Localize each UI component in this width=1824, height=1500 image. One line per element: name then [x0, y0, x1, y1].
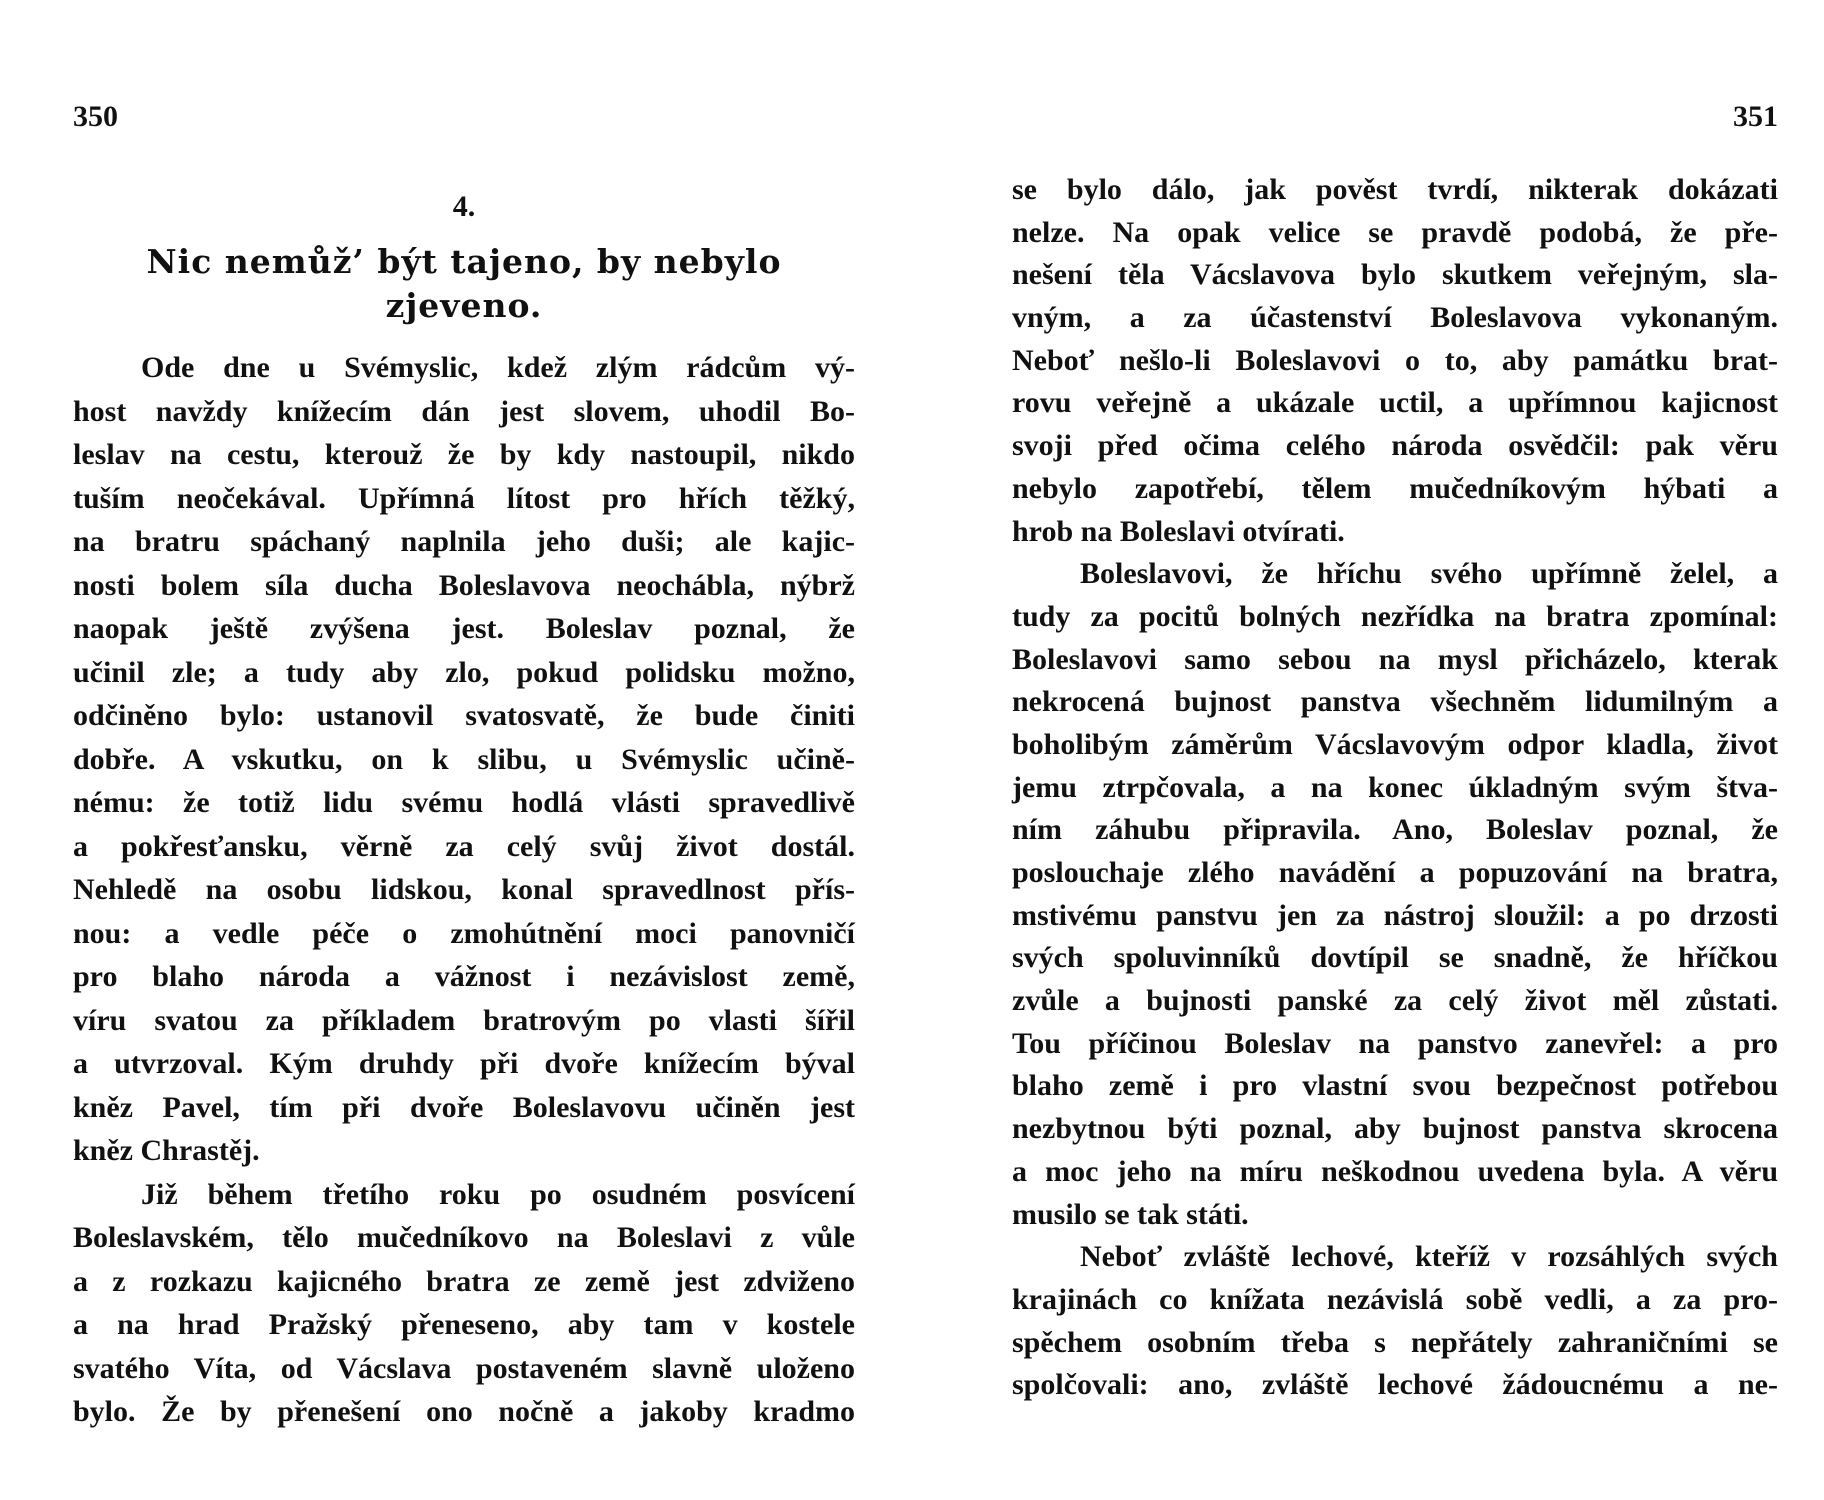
chapter-number: 4.	[452, 190, 476, 223]
text-line: Nehledě na osobu lidskou, konal spravedlnost přís-	[73, 873, 855, 906]
text-line: hrob na Boleslavi otvírati.	[1012, 514, 1345, 548]
text-line: tudy za pocitů bolných nezřídka na bratra zpomínal:	[1012, 599, 1778, 633]
text-line: spěchem osobním třeba s nepřátely zahraničními se	[1012, 1325, 1778, 1359]
text-line: musilo se tak státi.	[1012, 1197, 1249, 1231]
text-line: tuším neočekával. Upřímná lítost pro hřích těžký,	[73, 481, 855, 515]
text-line: spolčovali: ano, zvláště lechové žádoucnému a ne-	[1012, 1368, 1778, 1402]
paragraph	[73, 1173, 855, 1434]
chapter-title-line: Nic nemůž’ být tajeno, by nebylo	[146, 242, 782, 281]
text-line: a na hrad Pražský přeneseno, aby tam v kostele	[73, 1308, 855, 1341]
text-line: a pokřesťansku, věrně za celý svůj život dostál.	[73, 829, 855, 863]
text-line: víru svatou za příkladem bratrovým po vlasti šířil	[73, 1003, 855, 1037]
text-line: bylo. Že by přenešení ono nočně a jakoby kradmo	[73, 1395, 855, 1428]
text-line: svatého Víta, od Vácslava postaveném slavně uloženo	[73, 1351, 855, 1385]
right-page	[1012, 0, 1778, 1500]
text-line: blaho země i pro vlastní svou bezpečnost potřebou	[1012, 1069, 1778, 1103]
text-line: nosti bolem síla ducha Boleslavova neochábla, nýbrž	[73, 568, 855, 602]
text-line: na bratru spáchaný naplnila jeho duši; ale kajic-	[73, 525, 855, 558]
text-line: nezbytnou býti poznal, aby bujnost panstva skrocena	[1012, 1112, 1778, 1146]
text-line: a moc jeho na míru neškodnou uvedena byla. A věru	[1012, 1154, 1778, 1188]
text-line: nému: že totiž lidu svému hodlá vlásti spravedlivě	[73, 786, 855, 819]
body-text	[73, 346, 855, 1434]
paragraph	[1012, 169, 1778, 553]
chapter-title-line: zjeveno.	[385, 286, 543, 325]
text-line: Neboť zvláště lechové, kteříž v rozsáhlých svých	[1080, 1240, 1778, 1274]
text-line: jemu ztrpčovala, a na konec úkladným svým štva-	[1012, 770, 1778, 804]
left-page	[73, 0, 855, 1500]
paragraph	[1012, 553, 1778, 1236]
text-line: nešení těla Vácslavova bylo skutkem veřejným, sla-	[1012, 258, 1778, 292]
paragraph	[1012, 1236, 1778, 1407]
text-line: Boleslavovi samo sebou na mysl přicházelo, kterak	[1012, 642, 1778, 676]
text-line: a z rozkazu kajicného bratra ze země jest zdviženo	[73, 1264, 855, 1298]
text-line: pro blaho národa a vážnost i nezávislost země,	[73, 960, 855, 993]
text-line: nebylo zapotřebí, tělem mučedníkovým hýbati a	[1012, 471, 1778, 505]
page-number: 350	[73, 100, 118, 133]
text-line: leslav na cestu, kterouž že by kdy nastoupil, nikdo	[73, 438, 855, 471]
text-line: učinil zle; a tudy aby zlo, pokud polidsku možno,	[73, 655, 855, 689]
text-line: odčiněno bylo: ustanovil svatosvatě, že bude činiti	[73, 699, 855, 732]
text-line: Ode dne u Svémyslic, kdež zlým rádcům vý-	[141, 351, 855, 384]
body-text	[1012, 169, 1778, 1407]
text-line: Boleslavském, tělo mučedníkovo na Boleslavi z vůle	[73, 1221, 855, 1254]
text-line: host navždy knížecím dán jest slovem, uhodil Bo-	[73, 394, 855, 428]
text-line: naopak ještě zvýšena jest. Boleslav poznal, že	[73, 612, 855, 645]
text-line: zvůle a bujnosti panské za celý život měl zůstati.	[1012, 984, 1778, 1018]
text-line: Tou příčinou Boleslav na panstvo zanevřel: a pro	[1012, 1026, 1778, 1060]
text-line: rovu veřejně a ukázale uctil, a upřímnou kajicnost	[1012, 386, 1778, 420]
text-line: kněz Pavel, tím při dvoře Boleslavovu učiněn jest	[73, 1090, 855, 1124]
text-line: krajinách co knížata nezávislá sobě vedli, a za pro-	[1012, 1282, 1778, 1316]
text-line: Již během třetího roku po osudném posvícení	[141, 1177, 855, 1211]
text-line: ním záhubu připravila. Ano, Boleslav poznal, že	[1012, 813, 1778, 847]
text-line: a utvrzoval. Kým druhdy při dvoře knížecím býval	[73, 1047, 855, 1080]
text-line: svých spoluvinníků dovtípil se snadně, že hříčkou	[1012, 941, 1778, 975]
text-line: nou: a vedle péče o zmohútnění moci panovničí	[73, 916, 855, 950]
text-line: mstivému panstvu jen za nástroj sloužil: a po drzosti	[1012, 898, 1778, 932]
text-line: poslouchaje zlého navádění a popuzování na bratra,	[1012, 856, 1778, 889]
text-line: kněz Chrastěj.	[73, 1134, 260, 1167]
text-line: nekrocená bujnost panstva všechněm lidumilným a	[1012, 685, 1778, 719]
text-line: se bylo dálo, jak pověst tvrdí, nikterak dokázati	[1012, 173, 1778, 206]
text-line: dobře. A vskutku, on k slibu, u Svémyslic učině-	[73, 742, 855, 776]
text-line: svoji před očima celého národa osvědčil: pak věru	[1012, 429, 1778, 463]
text-line: boholibým záměrům Vácslavovým odpor kladla, život	[1012, 727, 1778, 761]
page-number: 351	[1733, 100, 1778, 133]
text-line: Neboť nešlo-li Boleslavovi o to, aby památku brat-	[1012, 343, 1778, 377]
text-line: Boleslavovi, že hříchu svého upřímně želel, a	[1080, 557, 1778, 591]
chapter-title	[113, 240, 815, 328]
text-line: nelze. Na opak velice se pravdě podobá, že pře-	[1012, 215, 1778, 249]
text-line: vným, a za účastenství Boleslavova vykonaným.	[1012, 301, 1778, 335]
paragraph	[73, 346, 855, 1173]
